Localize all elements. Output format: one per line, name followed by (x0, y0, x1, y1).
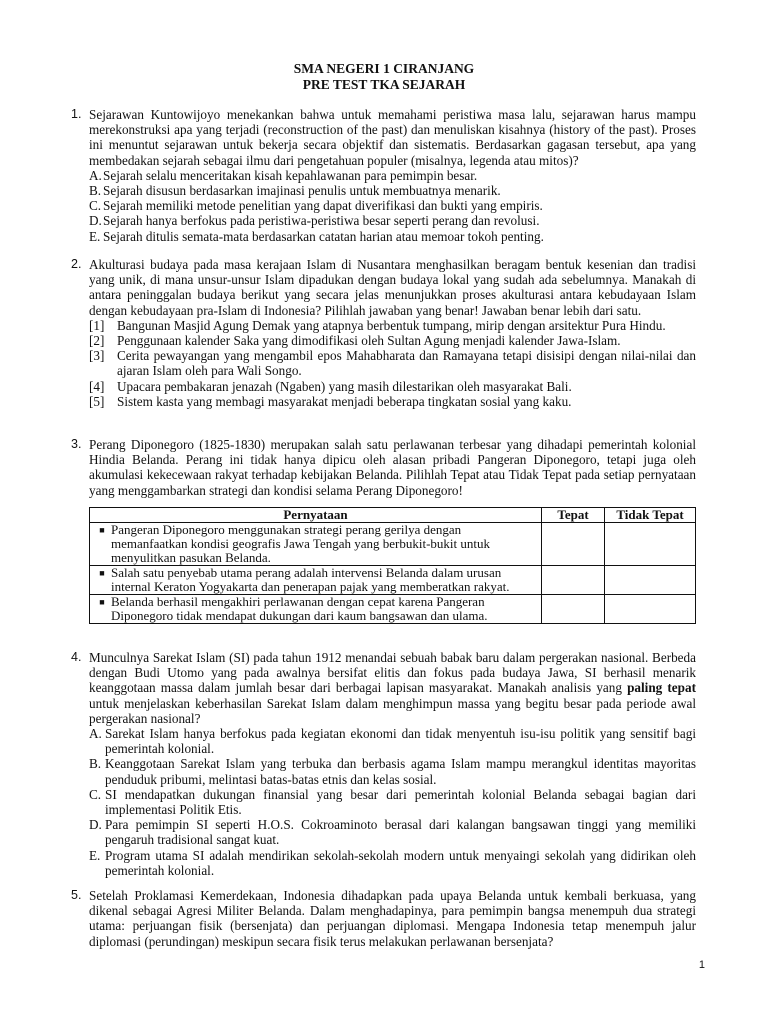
question-number: 2. (71, 257, 82, 271)
option-e[interactable] (89, 229, 696, 244)
option-text: SI mendapatkan dukungan finansial yang besar dari pemerintah kolonial Belanda sebagai bagian dari implementasi Politik Etis. (105, 786, 696, 818)
question-number: 3. (71, 437, 82, 451)
option-label: [1] (89, 317, 105, 333)
option-c[interactable] (89, 198, 696, 213)
option-text: Program utama SI adalah mendirikan sekolah-sekolah modern untuk menyaingi sekolah yang didirikan oleh pemerintah kolonial. (105, 847, 696, 878)
table-row (90, 522, 696, 565)
tepat-cell[interactable] (542, 522, 605, 565)
option-text: Cerita pewayangan yang mengambil epos Mahabharata dan Ramayana tetapi disisipi dengan nilai-nilai dan ajaran Islam oleh para Wali Songo. (117, 348, 696, 379)
option-label: C. (89, 198, 102, 214)
document-header (0, 61, 768, 93)
tepat-cell[interactable] (542, 565, 605, 594)
option-label: [3] (89, 348, 105, 364)
question-text: Akulturasi budaya pada masa kerajaan Islam di Nusantara menghasilkan beragam bentuk kesenian dan tradisi yang unik, di mana unsur-unsur Islam dipadukan dengan budaya lokal yang sudah ada sebelumnya. Manakah di antara peninggalan budaya berikut yang secara jelas menunjukkan proses akulturasi antara kebudayaan Islam dengan kebudayaan pra-Islam di Indonesia? Pilihlah jawaban yang benar! Jawaban benar lebih dari satu. (89, 257, 696, 318)
option-label: [4] (89, 378, 105, 394)
test-title: PRE TEST TKA SEJARAH (302, 77, 466, 92)
statement-cell (90, 565, 542, 594)
option-text: Sejarah hanya berfokus pada peristiwa-peristiwa besar seperti perang dan revolusi. (103, 213, 540, 229)
option-1[interactable] (89, 318, 696, 333)
option-5[interactable] (89, 394, 696, 409)
option-text: Sistem kasta yang membagi masyarakat menjadi beberapa tingkatan sosial yang kaku. (117, 393, 572, 409)
option-d[interactable] (89, 817, 696, 847)
statement-text: Pangeran Diponegoro menggunakan strategi perang gerilya dengan memanfaatkan kondisi geografis Jawa Tengah yang berbukit-bukit untuk menyulitkan pasukan Belanda. (111, 521, 490, 565)
tidak-tepat-cell[interactable] (605, 565, 696, 594)
option-4[interactable] (89, 379, 696, 394)
statement-table (89, 507, 696, 624)
question-text-part: Munculnya Sarekat Islam (SI) pada tahun 1912 menandai sebuah babak baru dalam pergerakan nasional. Berbeda dengan Budi Utomo yang pada awalnya bersifat elitis dan fokus pada budaya Jawa, SI berhasil menarik keanggotaan massa dalam jumlah besar dari berbagai lapisan masyarakat. Manakah analisis yang (89, 650, 696, 696)
option-a[interactable] (89, 726, 696, 756)
option-label: E. (89, 847, 101, 863)
question-text: Setelah Proklamasi Kemerdekaan, Indonesia dihadapkan pada upaya Belanda untuk kembali berkuasa, yang dikenal sebagai Agresi Militer Belanda. Dalam menghadapinya, para pemimpin bangsa menempuh dua strategi utama: perjuangan fisik (bersenjata) dan perjuangan diplomasi. Mengapa Indonesia tetap menempuh jalur diplomasi (perundingan) meskipun secara fisik terus melakukan perlawanan bersenjata? (89, 888, 696, 949)
question-text-part: untuk menjelaskan keberhasilan Sarekat Islam dalam menghimpun massa yang begitu besar pada periode awal pergerakan nasional? (89, 695, 696, 726)
option-c[interactable] (89, 787, 696, 817)
tidak-tepat-cell[interactable] (605, 594, 696, 623)
question-text: Sejarawan Kuntowijoyo menekankan bahwa untuk memahami peristiwa masa lalu, sejarawan harus mampu merekonstruksi apa yang terjadi (reconstruction of the past) dan menuliskan kisahnya (history of the past). Proses ini menuntut sejarawan untuk bekerja secara objektif dan sistematis. Berdasarkan gagasan tersebut, apa yang membedakan sejarah sebagai ilmu dari pengetahuan populer (misalnya, legenda atau mitos)? (89, 107, 696, 168)
option-text: Sejarah selalu menceritakan kisah kepahlawanan para pemimpin besar. (103, 167, 478, 183)
question-4 (71, 650, 696, 878)
table-row (90, 594, 696, 623)
school-name: SMA NEGERI 1 CIRANJANG (293, 61, 475, 76)
option-label: E. (89, 228, 101, 244)
option-label: A. (89, 726, 102, 742)
answer-options (89, 318, 696, 409)
question-number: 1. (71, 107, 82, 121)
question-1 (71, 107, 696, 244)
option-text: Sejarah ditulis semata-mata berdasarkan catatan harian atau memoar tokoh penting. (103, 228, 544, 244)
answer-options (89, 726, 696, 878)
option-text: Penggunaan kalender Saka yang dimodifikasi oleh Sultan Agung menjadi kalender Jawa-Islam. (117, 333, 621, 349)
answer-options (89, 168, 696, 244)
option-text: Bangunan Masjid Agung Demak yang atapnya berbentuk tumpang, mirip dengan arsitektur Pura Hindu. (117, 317, 666, 333)
header-tepat: Tepat (542, 507, 605, 522)
statement-text: Belanda berhasil mengakhiri perlawanan dengan cepat karena Pangeran Diponegoro tidak mendapat dukungan dari kaum bangsawan dan ulama. (111, 593, 488, 623)
option-text: Sejarah disusun berdasarkan imajinasi penulis untuk membuatnya menarik. (103, 183, 501, 199)
bullet-icon: ■ (99, 524, 105, 535)
statement-cell (90, 522, 542, 565)
option-label: [2] (89, 333, 105, 349)
option-3[interactable] (89, 348, 696, 378)
bullet-icon: ■ (99, 596, 105, 607)
bullet-icon: ■ (99, 567, 105, 578)
option-b[interactable] (89, 183, 696, 198)
page-number: 1 (698, 959, 705, 971)
header-tidak-tepat: Tidak Tepat (605, 507, 696, 522)
question-2 (71, 257, 696, 409)
option-label: C. (89, 786, 102, 802)
tepat-cell[interactable] (542, 594, 605, 623)
table-header-row (90, 507, 696, 522)
option-2[interactable] (89, 333, 696, 348)
option-label: B. (89, 183, 102, 199)
option-d[interactable] (89, 213, 696, 228)
statement-text: Salah satu penyebab utama perang adalah intervensi Belanda dalam urusan internal Keraton Yogyakarta dan penerapan pajak yang memberatkan rakyat. (111, 564, 510, 594)
statement-cell (90, 594, 542, 623)
option-label: B. (89, 756, 102, 772)
option-a[interactable] (89, 168, 696, 183)
option-text: Upacara pembakaran jenazah (Ngaben) yang masih dilestarikan oleh masyarakat Bali. (117, 378, 572, 394)
header-statement: Pernyataan (90, 507, 542, 522)
option-text: Sejarah memiliki metode penelitian yang dapat diverifikasi dan bukti yang empiris. (103, 198, 543, 214)
question-5 (71, 888, 696, 949)
option-text: Para pemimpin SI seperti H.O.S. Cokroaminoto berasal dari kalangan bangsawan tinggi yang memiliki pengaruh tradisional sangat kuat. (105, 817, 696, 848)
option-text: Keanggotaan Sarekat Islam yang terbuka dan berbasis agama Islam mampu merangkul identitas mayoritas penduduk pribumi, melintasi batas-batas etnis dan kelas sosial. (105, 756, 696, 787)
question-text: Perang Diponegoro (1825-1830) merupakan salah satu perlawanan terbesar yang dihadapi pemerintah kolonial Hindia Belanda. Perang ini tidak hanya dipicu oleh alasan pribadi Pangeran Diponegoro, tetapi juga oleh akumulasi kekecewaan rakyat terhadap kebijakan Belanda. Pilihlah Tepat atau Tidak Tepat pada setiap pernyataan yang menggambarkan strategi dan kondisi selama Perang Diponegoro! (89, 437, 696, 498)
question-number: 4. (71, 650, 82, 664)
option-label: D. (89, 817, 102, 833)
option-label: [5] (89, 393, 105, 409)
option-label: A. (89, 167, 102, 183)
option-text: Sarekat Islam hanya berfokus pada kegiatan ekonomi dan tidak menyentuh isu-isu politik yang sensitif bagi pemerintah kolonial. (105, 726, 696, 757)
emphasis-text: paling tepat (627, 680, 696, 696)
question-text (89, 650, 696, 726)
tidak-tepat-cell[interactable] (605, 522, 696, 565)
option-b[interactable] (89, 756, 696, 786)
option-label: D. (89, 213, 102, 229)
option-e[interactable] (89, 848, 696, 878)
question-number: 5. (71, 888, 82, 902)
table-row (90, 565, 696, 594)
question-3 (71, 437, 696, 624)
